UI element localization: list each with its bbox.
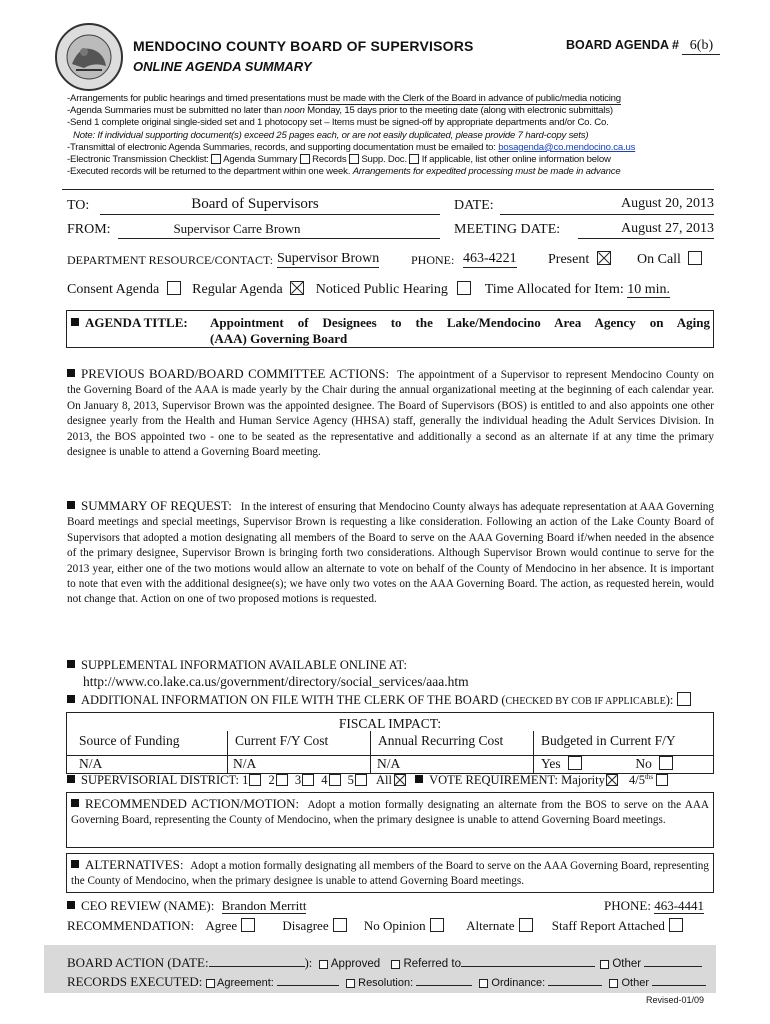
vote-four-fifths-checkbox[interactable] [656, 774, 668, 786]
budgeted-no-checkbox[interactable] [659, 756, 673, 770]
records-executed-row: RECORDS EXECUTED: Agreement: Resolution: Ordinance: Other [67, 974, 706, 990]
instructions-block [67, 93, 707, 178]
ceo-agree-checkbox[interactable] [241, 918, 255, 932]
other-record-blank[interactable] [652, 985, 706, 986]
present-option: Present [548, 251, 611, 268]
summary-text: In the interest of ensuring that Mendocino County always has adequate representation at AAA Governing Board meetings and special meetings, Supervisor Brown is requesting a like consideration. Following an action of the Lake County Board of Supervisors that adopted a motion designating all members of the Board to serve on the AAA Governing Board if/when needed in the absence of the primary designee, Supervisor Brown is bringing forth two considerations. Although Supervisor Brown would continue to serve for the 2013 year, either one of the two motions would allow an alternate to vote on behalf of the County of Mendocino in her absence. It is important to note that even with the additional designee(s); we have only two votes on the AAA Governing Board. The action, as requested herein, would not change that. Action on one of two proposed motions is requested. [67, 501, 714, 606]
previous-actions-section [67, 366, 714, 460]
email-link[interactable]: bosagenda@co.mendocino.ca.us [498, 141, 636, 153]
org-title: MENDOCINO COUNTY BOARD OF SUPERVISORS [133, 38, 474, 54]
dept-contact-field[interactable]: Supervisor Brown [277, 251, 380, 266]
fiscal-recurring-value: N/A [377, 756, 401, 771]
district-row: SUPERVISORIAL DISTRICT: 1 2 3 4 5 All VOTE REQUIREMENT: Majority $4/5^{ths}$ [67, 773, 668, 788]
fiscal-header-current-cost: Current F/Y Cost [235, 733, 329, 748]
ceo-no-opinion-checkbox[interactable] [430, 918, 444, 932]
from-field[interactable]: Supervisor Carre Brown [118, 221, 440, 239]
vote-majority-checkbox[interactable] [606, 774, 618, 786]
other-action-blank[interactable] [644, 966, 702, 967]
from-label: FROM: [67, 222, 111, 237]
recommended-action-text: Adopt a motion formally designating an alternate from the BOS to serve on the AAA Governing Board, representing the County of Mendocino, when the primary designee is unable to attend Governing Board meetings. [71, 799, 709, 827]
meeting-date-label: MEETING DATE: [454, 222, 561, 237]
agenda-title-box [66, 310, 714, 348]
agenda-type-row: Consent Agenda Regular Agenda Noticed Public Hearing Time Allocated for Item: 10 min. [67, 282, 671, 297]
instruction-line: -Arrangements for public hearings and timed presentations must be made with the Clerk of the Board in advance of public/media noticing [67, 93, 621, 104]
approved-checkbox[interactable] [319, 960, 328, 969]
to-label: TO: [67, 198, 90, 213]
other-online-checkbox[interactable] [409, 154, 419, 164]
budgeted-yes-checkbox[interactable] [568, 756, 582, 770]
instruction-note: Note: If individual supporting document(s) exceed 25 pages each, or are not easily duplicated, please provide 7 hard-copy sets) [73, 129, 589, 141]
instruction-line: -Executed records will be returned to the department within one week. Arrangements for expedited processing must be made in advance [67, 166, 621, 178]
alternatives-text: Adopt a motion formally designating all members of the Board to serve on the AAA Governing Board, representing the County of Mendocino, when the primary designee is unable to attend Governing Board meetings. [71, 860, 709, 888]
agenda-title-line1: Appointment of Designees to the Lake/Mendocino Area Agency on Aging [210, 315, 710, 330]
other-action-checkbox[interactable] [600, 960, 609, 969]
noticed-hearing-checkbox[interactable] [457, 281, 471, 295]
fiscal-header-budgeted: Budgeted in Current F/Y [541, 733, 676, 748]
district-3-checkbox[interactable] [302, 774, 314, 786]
summary-section [67, 498, 714, 608]
ceo-recommendation-row: RECOMMENDATION: Agree Disagree No Opinion Alternate Staff Report Attached [67, 918, 683, 934]
district-all-checkbox[interactable] [394, 774, 406, 786]
staff-report-checkbox[interactable] [669, 918, 683, 932]
district-5-checkbox[interactable] [355, 774, 367, 786]
district-4-checkbox[interactable] [329, 774, 341, 786]
referred-blank[interactable] [461, 966, 595, 967]
agenda-number: 6(b) [682, 38, 720, 55]
regular-agenda-checkbox[interactable] [290, 281, 304, 295]
board-action-date-blank[interactable] [209, 966, 305, 967]
board-action-row: BOARD ACTION (DATE: ): Approved Referred to Other [67, 955, 702, 971]
budgeted-yes-label: Yes [541, 756, 561, 771]
fiscal-header-source: Source of Funding [79, 733, 180, 748]
agenda-title-label: AGENDA TITLE: [85, 315, 188, 330]
supplemental-label: SUPPLEMENTAL INFORMATION AVAILABLE ONLINE AT: [67, 658, 407, 673]
date-label: DATE: [454, 198, 494, 213]
ceo-name: Brandon Merritt [221, 898, 307, 913]
recommended-action-box [66, 792, 714, 848]
phone-label: PHONE: [411, 253, 455, 267]
instruction-line: -Send 1 complete original single-sided set and 1 photocopy set – Items must be signed-off by appropriate departments and/or Co. Co. [67, 117, 609, 129]
agreement-blank[interactable] [277, 985, 339, 986]
present-checkbox[interactable] [597, 251, 611, 265]
agenda-title-line2: (AAA) Governing Board [210, 331, 348, 346]
recommended-action-label: RECOMMENDED ACTION/MOTION: [85, 796, 300, 811]
phone-field[interactable]: 463-4221 [463, 251, 517, 266]
supp-doc-checkbox[interactable] [349, 154, 359, 164]
referred-checkbox[interactable] [391, 960, 400, 969]
previous-actions-text: The appointment of a Supervisor to represent Mendocino County on the Governing Board of the AAA is made yearly by the Chair during the annual organizational meeting at the beginning of each calendar year. On January 8, 2013, Supervisor Brown was the appointed designee. The Board of Supervisors (BOS) is entitled to and also appoints one other designee yearly from the Health and Human Service Agency (HHSA) staff, generally the individual heading the Adult Services Division. In 2013, the BOS appointed two - one to be seated as the representative and additionally a second as an alternate if at any time the primary designee is unable to attend a Governing Board meeting. [67, 369, 715, 459]
additional-info-row: ADDITIONAL INFORMATION ON FILE WITH THE CLERK OF THE BOARD (CHECKED BY COB IF APPLICABLE): [67, 692, 691, 708]
fiscal-impact-table [66, 712, 714, 774]
ordinance-checkbox[interactable] [479, 979, 488, 988]
records-checkbox[interactable] [300, 154, 310, 164]
supplemental-url[interactable]: http://www.co.lake.ca.us/government/directory/social_services/aaa.htm [83, 674, 469, 689]
agenda-summary-checkbox[interactable] [211, 154, 221, 164]
time-allocated-value: 10 min. [627, 282, 671, 297]
on-call-checkbox[interactable] [688, 251, 702, 265]
instruction-line: -Transmittal of electronic Agenda Summaries, records, and supporting documentation must be emailed to: bosagenda@co.mendocino.ca.us [67, 141, 636, 153]
to-field[interactable]: Board of Supervisors [100, 196, 440, 215]
ceo-alternate-checkbox[interactable] [519, 918, 533, 932]
consent-agenda-checkbox[interactable] [167, 281, 181, 295]
clerk-on-file-checkbox[interactable] [677, 692, 691, 706]
district-2-checkbox[interactable] [276, 774, 288, 786]
ordinance-blank[interactable] [548, 985, 602, 986]
fiscal-source-value: N/A [79, 756, 103, 771]
board-agenda-label: BOARD AGENDA # 6(b) [566, 38, 720, 55]
on-call-option: On Call [637, 251, 702, 268]
meeting-date-field[interactable]: August 27, 2013 [578, 221, 714, 239]
fiscal-current-cost-value: N/A [233, 756, 257, 771]
agreement-checkbox[interactable] [206, 979, 215, 988]
page-subtitle: ONLINE AGENDA SUMMARY [133, 59, 312, 74]
county-seal [54, 22, 124, 92]
alternatives-label: ALTERNATIVES: [85, 857, 184, 872]
instruction-line: -Agenda Summaries must be submitted no later than noon Monday, 15 days prior to the meeting date (along with electronic submittals) [67, 105, 613, 117]
dept-contact-label: DEPARTMENT RESOURCE/CONTACT: [67, 253, 274, 267]
summary-label: SUMMARY OF REQUEST: [81, 498, 232, 513]
revised-date: Revised-01/09 [646, 995, 705, 1005]
resolution-blank[interactable] [416, 985, 472, 986]
other-record-checkbox[interactable] [609, 979, 618, 988]
ceo-phone: PHONE: 463-4441 [604, 898, 705, 913]
district-1-checkbox[interactable] [249, 774, 261, 786]
budgeted-no-label: No [635, 756, 652, 771]
previous-actions-label: PREVIOUS BOARD/BOARD COMMITTEE ACTIONS: [81, 366, 390, 381]
instruction-line: -Electronic Transmission Checklist: Agenda Summary Records Supp. Doc. If applicable, list other online information below [67, 154, 611, 166]
ceo-review-row: CEO REVIEW (NAME): Brandon Merritt [67, 898, 306, 914]
fiscal-header-recurring: Annual Recurring Cost [378, 733, 504, 748]
ceo-disagree-checkbox[interactable] [333, 918, 347, 932]
alternatives-box [66, 853, 714, 893]
resolution-checkbox[interactable] [346, 979, 355, 988]
date-field[interactable]: August 20, 2013 [500, 196, 714, 215]
fiscal-impact-title: FISCAL IMPACT: [338, 716, 442, 731]
